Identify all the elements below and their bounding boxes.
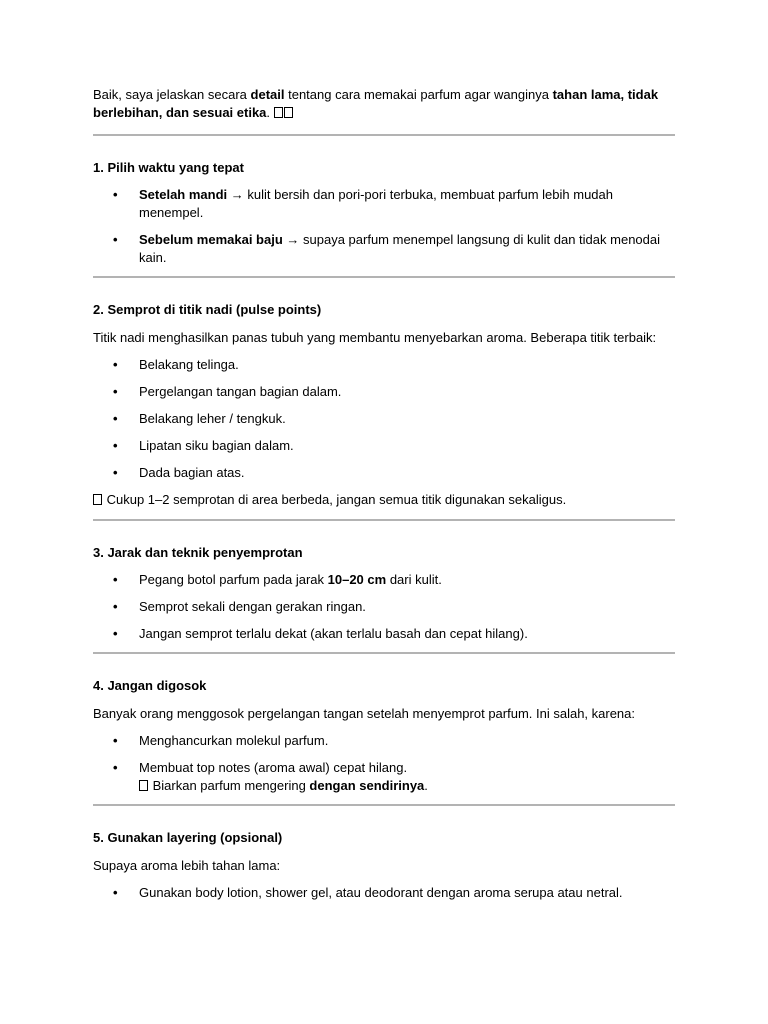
section-2-text: Titik nadi menghasilkan panas tubuh yang membantu menyebarkan aroma. Beberapa titik terbaik: [93, 330, 657, 345]
item-text: dari kulit. [386, 572, 442, 587]
list-item [93, 598, 675, 616]
item-text: Gunakan body lotion, shower gel, atau deodorant dengan aroma serupa atau netral. [139, 885, 623, 900]
list-item [93, 356, 675, 374]
list-item [93, 464, 675, 482]
list-item [93, 383, 675, 401]
bullet-icon: • [113, 733, 118, 748]
section-5-title: 5. Gunakan layering (opsional) [93, 830, 283, 845]
item-note-bold: dengan sendirinya [309, 778, 425, 793]
document-content [93, 86, 675, 911]
item-text: → kulit bersih dan pori-pori terbuka, membuat parfum lebih mudah menempel. [139, 187, 613, 220]
bullet-icon: • [113, 232, 118, 247]
section-1-list [93, 186, 675, 267]
item-text: Pegang botol parfum pada jarak [139, 572, 328, 587]
item-text: → supaya parfum menempel langsung di kulit dan tidak menodai kain. [139, 232, 660, 265]
list-item [93, 625, 675, 643]
bullet-icon: • [113, 760, 118, 775]
bullet-icon: • [113, 885, 118, 900]
item-note-text: Biarkan parfum mengering [149, 778, 310, 793]
item-text: Lipatan siku bagian dalam. [139, 438, 294, 453]
list-item [93, 231, 675, 267]
item-bold: Sebelum memakai baju [139, 232, 283, 247]
item-note-end: . [424, 778, 428, 793]
missing-glyph-icon [274, 107, 283, 118]
list-item [93, 186, 675, 222]
list-item [93, 437, 675, 455]
list-item [93, 410, 675, 428]
section-divider [93, 804, 675, 806]
bullet-icon: • [113, 411, 118, 426]
missing-glyph-icon [139, 780, 148, 791]
section-1-title: 1. Pilih waktu yang tepat [93, 160, 244, 175]
intro-text-1: Baik, saya jelaskan secara [93, 87, 251, 102]
intro-bold-qualities: tahan lama, tidak berlebihan, dan sesuai etika [93, 87, 659, 120]
item-text: Jangan semprot terlalu dekat (akan terlalu basah dan cepat hilang). [139, 626, 528, 641]
section-5-text: Supaya aroma lebih tahan lama: [93, 858, 281, 873]
section-4-text: Banyak orang menggosok pergelangan tangan setelah menyemprot parfum. Ini salah, karena: [93, 706, 636, 721]
section-divider [93, 519, 675, 521]
missing-glyph-icon [284, 107, 293, 118]
intro-text-3: . [266, 105, 274, 120]
section-2-title: 2. Semprot di titik nadi (pulse points) [93, 302, 322, 317]
item-text: Dada bagian atas. [139, 465, 245, 480]
item-text: Belakang telinga. [139, 357, 239, 372]
section-3-title: 3. Jarak dan teknik penyemprotan [93, 545, 303, 560]
intro-bold-detail: detail [250, 87, 285, 102]
intro-text-2: tentang cara memakai parfum agar wanginya [284, 87, 553, 102]
bullet-icon: • [113, 438, 118, 453]
item-bold: 10–20 cm [327, 572, 387, 587]
note-text: Cukup 1–2 semprotan di area berbeda, jangan semua titik digunakan sekaligus. [103, 492, 567, 507]
item-text: Semprot sekali dengan gerakan ringan. [139, 599, 366, 614]
section-divider [93, 134, 675, 136]
item-text: Membuat top notes (aroma awal) cepat hilang. [139, 760, 408, 775]
intro-paragraph [93, 86, 675, 122]
item-text: Pergelangan tangan bagian dalam. [139, 384, 342, 399]
list-item [93, 759, 675, 795]
item-bold: Setelah mandi [139, 187, 228, 202]
missing-glyph-icon [93, 494, 102, 505]
section-divider [93, 276, 675, 278]
bullet-icon: • [113, 465, 118, 480]
bullet-icon: • [113, 572, 118, 587]
bullet-icon: • [113, 599, 118, 614]
section-divider [93, 652, 675, 654]
section-4-list [93, 732, 675, 795]
bullet-icon: • [113, 384, 118, 399]
item-text: Menghancurkan molekul parfum. [139, 733, 329, 748]
list-item [93, 571, 675, 589]
section-2-list [93, 356, 675, 482]
bullet-icon: • [113, 626, 118, 641]
list-item [93, 884, 675, 902]
section-2-note [93, 491, 675, 509]
list-item [93, 732, 675, 750]
item-text: Belakang leher / tengkuk. [139, 411, 286, 426]
section-4-title: 4. Jangan digosok [93, 678, 207, 693]
section-5-list [93, 884, 675, 902]
section-3-list [93, 571, 675, 643]
bullet-icon: • [113, 357, 118, 372]
bullet-icon: • [113, 187, 118, 202]
